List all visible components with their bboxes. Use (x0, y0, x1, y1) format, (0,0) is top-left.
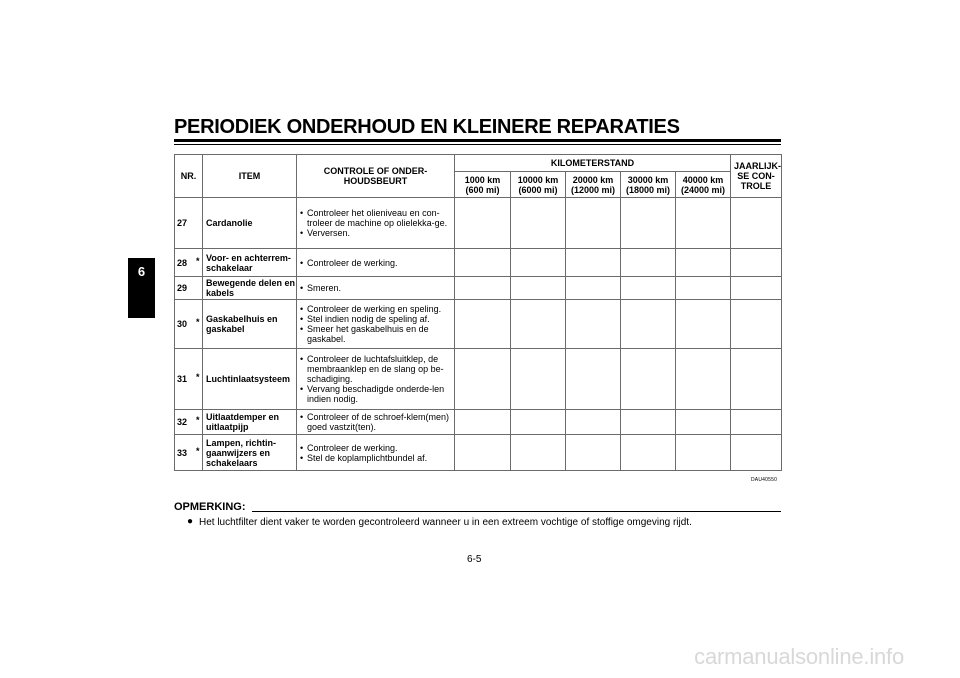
check-cell-km-3 (566, 277, 621, 300)
table-body (175, 198, 782, 471)
row-number: 29 (177, 283, 188, 293)
check-cell-km-1 (455, 435, 511, 471)
check-cell-km-4 (621, 349, 676, 410)
check-cell-km-4 (621, 410, 676, 435)
row-item: Luchtinlaatsysteem (203, 349, 297, 410)
watermark: carmanualsonline.info (694, 644, 904, 669)
chapter-number: 6 (137, 264, 146, 279)
row-nr-cell (175, 349, 203, 410)
row-item: Voor- en achterrem-schakelaar (203, 249, 297, 277)
row-nr-cell (175, 435, 203, 471)
check-cell-km-1 (455, 300, 511, 349)
row-number: 33 (177, 447, 188, 458)
table-row (175, 198, 782, 249)
control-list (300, 354, 452, 404)
check-cell-km-1 (455, 277, 511, 300)
note-text: Het luchtfilter dient vaker te worden gecontroleerd wanneer u in een extreem vochtige of stoffige omgeving rijdt. (199, 517, 692, 528)
check-cell-km-1 (455, 198, 511, 249)
row-item: Cardanolie (203, 198, 297, 249)
header-mi-value: (12000 mi) (570, 184, 616, 195)
row-number: 27 (177, 218, 188, 228)
check-cell-km-2 (511, 198, 566, 249)
control-list (300, 208, 452, 238)
control-list (300, 283, 452, 293)
check-cell-km-4 (621, 435, 676, 471)
check-cell-km-5 (676, 249, 731, 277)
control-item: • Controleer de luchtafsluitklep, de membraanklep en de slang op be-schadiging. (300, 354, 452, 384)
row-controls (297, 277, 455, 300)
control-item: • Controleer de werking. (300, 258, 452, 268)
check-cell-km-3 (566, 198, 621, 249)
control-item: • Controleer de werking. (300, 443, 452, 453)
check-cell-km-4 (621, 249, 676, 277)
check-cell-km-2 (511, 249, 566, 277)
header-km-value: 1000 km (464, 174, 501, 185)
check-cell-km-2 (511, 349, 566, 410)
check-cell-km-3 (566, 410, 621, 435)
dealer-service-marker: * (196, 445, 200, 456)
table-row (175, 349, 782, 410)
dealer-service-marker: * (196, 317, 200, 327)
header-mi-value: (18000 mi) (625, 184, 671, 195)
control-list (300, 304, 452, 344)
control-item: • Controleer de werking en speling. (300, 304, 452, 314)
row-item: Gaskabelhuis en gaskabel (203, 300, 297, 349)
check-cell-km-2 (511, 410, 566, 435)
table-row (175, 277, 782, 300)
title-rule-thin (174, 144, 781, 145)
header-km-value: 10000 km (517, 174, 559, 185)
check-cell-km-3 (566, 300, 621, 349)
check-cell-km-2 (511, 300, 566, 349)
control-item: • Smeren. (300, 283, 452, 293)
check-cell-km-5 (676, 198, 731, 249)
header-km-value: 30000 km (627, 174, 669, 185)
note-rule (252, 511, 781, 512)
header-mi-value: (24000 mi) (681, 184, 726, 195)
check-cell-km-2 (511, 277, 566, 300)
row-nr-cell (175, 410, 203, 435)
check-cell-annual (731, 410, 782, 435)
table-row (175, 300, 782, 349)
header-km-1 (455, 172, 511, 198)
maintenance-table (174, 154, 782, 471)
check-cell-km-4 (621, 300, 676, 349)
control-list (300, 258, 452, 268)
control-item: • Vervang beschadigde onderde-len indien nodig. (300, 384, 452, 404)
check-cell-km-1 (455, 249, 511, 277)
chapter-tab (128, 258, 155, 318)
check-cell-km-1 (455, 349, 511, 410)
check-cell-km-5 (676, 277, 731, 300)
row-item: Lampen, richtin-gaanwijzers en schakelaars (203, 435, 297, 471)
check-cell-km-5 (676, 435, 731, 471)
control-list (300, 412, 452, 432)
check-cell-km-4 (621, 277, 676, 300)
header-km-3 (566, 172, 621, 198)
check-cell-km-5 (676, 349, 731, 410)
row-number: 32 (177, 417, 188, 427)
header-km-group: KILOMETERSTAND (455, 155, 731, 172)
control-item: • Controleer het olieniveau en con-troleer de machine op olielekka-ge. (300, 208, 452, 228)
document-code: DAU40550 (751, 477, 778, 483)
row-number: 28 (177, 257, 188, 268)
header-km-4 (621, 172, 676, 198)
check-cell-annual (731, 300, 782, 349)
row-controls (297, 349, 455, 410)
page-number: 6-5 (467, 554, 482, 565)
header-km-2 (511, 172, 566, 198)
check-cell-annual (731, 435, 782, 471)
row-item: Bewegende delen en kabels (203, 277, 297, 300)
check-cell-annual (731, 198, 782, 249)
row-nr-cell (175, 300, 203, 349)
check-cell-km-5 (676, 410, 731, 435)
check-cell-km-4 (621, 198, 676, 249)
row-number: 31 (177, 374, 188, 384)
control-item: • Stel de koplamplichtbundel af. (300, 453, 452, 463)
row-controls (297, 249, 455, 277)
header-item: ITEM (203, 155, 297, 198)
control-item: • Controleer of de schroef-klem(men) goed vastzit(ten). (300, 412, 452, 432)
row-nr-cell (175, 198, 203, 249)
check-cell-annual (731, 277, 782, 300)
check-cell-annual (731, 249, 782, 277)
row-item: Uitlaatdemper en uitlaatpijp (203, 410, 297, 435)
row-controls (297, 198, 455, 249)
row-controls (297, 410, 455, 435)
check-cell-annual (731, 349, 782, 410)
table-row (175, 435, 782, 471)
dealer-service-marker: * (196, 415, 200, 425)
check-cell-km-3 (566, 249, 621, 277)
table-row (175, 249, 782, 277)
table-head (175, 155, 782, 198)
header-mi-value: (6000 mi) (518, 184, 558, 195)
header-mi-value: (600 mi) (465, 184, 500, 195)
check-cell-km-2 (511, 435, 566, 471)
row-number: 30 (177, 319, 188, 329)
note-heading: OPMERKING: (174, 501, 246, 513)
header-km-value: 40000 km (682, 174, 724, 185)
page-title: PERIODIEK ONDERHOUD EN KLEINERE REPARATIES (174, 116, 680, 138)
dealer-service-marker: * (196, 372, 200, 382)
title-rule (174, 139, 781, 142)
control-list (300, 443, 452, 463)
check-cell-km-3 (566, 435, 621, 471)
check-cell-km-3 (566, 349, 621, 410)
check-cell-km-1 (455, 410, 511, 435)
check-cell-km-5 (676, 300, 731, 349)
row-controls (297, 300, 455, 349)
row-controls (297, 435, 455, 471)
header-nr: NR. (175, 155, 203, 198)
row-nr-cell (175, 277, 203, 300)
header-control: CONTROLE OF ONDER-HOUDSBEURT (297, 155, 455, 198)
dealer-service-marker: * (196, 255, 200, 266)
header-km-value: 20000 km (572, 174, 614, 185)
row-nr-cell (175, 249, 203, 277)
note-bullet-icon: ● (187, 516, 194, 527)
control-item: • Stel indien nodig de speling af. (300, 314, 452, 324)
control-item: • Verversen. (300, 228, 452, 238)
control-item: • Smeer het gaskabelhuis en de gaskabel. (300, 324, 452, 344)
header-km-5 (676, 172, 731, 198)
table-row (175, 410, 782, 435)
header-annual: JAARLIJK-SE CON-TROLE (731, 155, 782, 198)
